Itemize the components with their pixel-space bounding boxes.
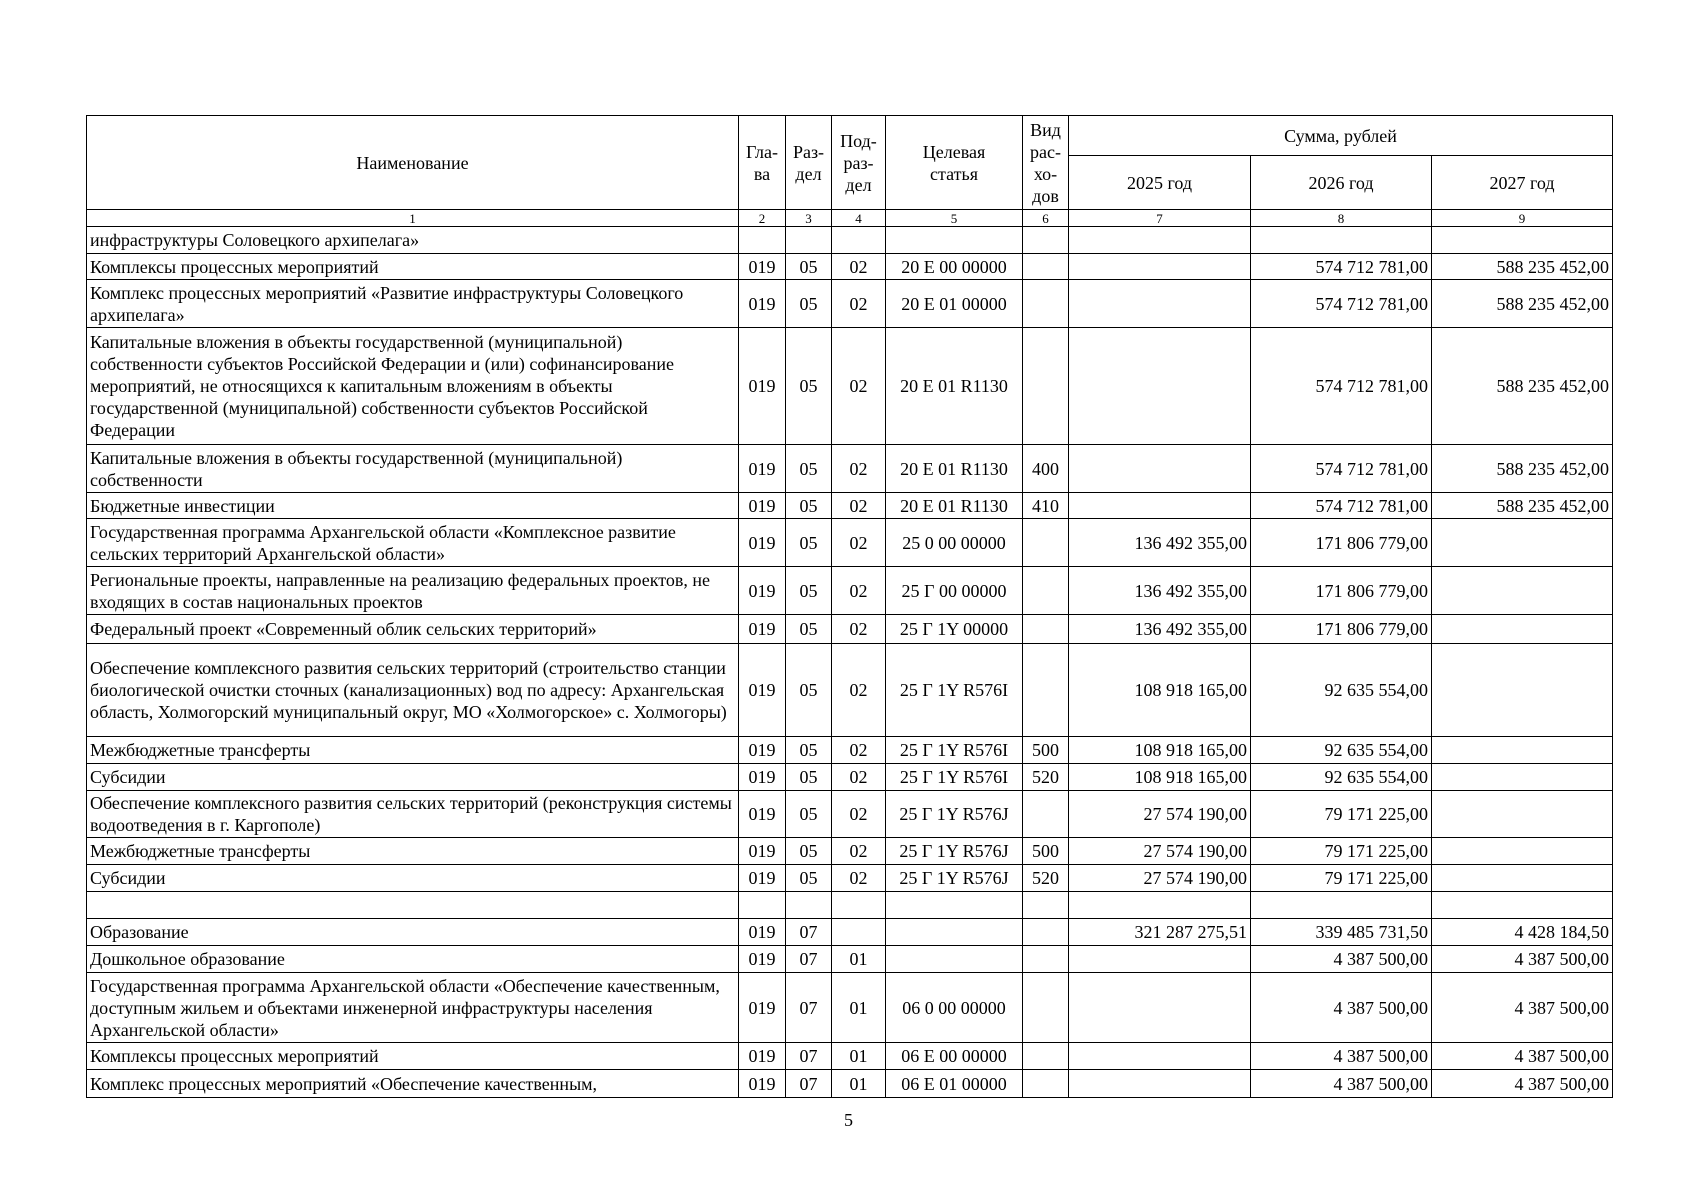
table-row xyxy=(87,445,1613,493)
row-name: Комплекс процессных мероприятий «Развитие инфраструктуры Соловецкого архипелага» xyxy=(87,280,739,328)
row-podrazdel: 01 xyxy=(832,1043,886,1070)
row-sum-2027: 588 235 452,00 xyxy=(1432,280,1613,328)
row-razdel: 05 xyxy=(786,493,832,519)
table-row xyxy=(87,227,1613,254)
row-celevaya: 25 Г 1Y 00000 xyxy=(886,615,1023,644)
table-row xyxy=(87,280,1613,328)
row-name: Субсидии xyxy=(87,865,739,892)
row-celevaya: 25 0 00 00000 xyxy=(886,519,1023,567)
row-podrazdel: 02 xyxy=(832,519,886,567)
header-column-numbers xyxy=(87,210,1613,227)
row-vid xyxy=(1023,615,1069,644)
row-glava xyxy=(739,892,786,919)
row-glava: 019 xyxy=(739,254,786,280)
row-glava xyxy=(739,227,786,254)
row-name: Комплексы процессных мероприятий xyxy=(87,1043,739,1070)
row-razdel: 05 xyxy=(786,791,832,838)
col-num-2: 2 xyxy=(739,210,786,227)
col-num-4: 4 xyxy=(832,210,886,227)
row-sum-2027 xyxy=(1432,519,1613,567)
row-celevaya: 25 Г 00 00000 xyxy=(886,567,1023,615)
row-sum-2026: 171 806 779,00 xyxy=(1251,615,1432,644)
row-glava: 019 xyxy=(739,946,786,973)
row-sum-2026: 92 635 554,00 xyxy=(1251,764,1432,791)
header-razdel: Раз- дел xyxy=(786,116,832,210)
row-sum-2025: 108 918 165,00 xyxy=(1069,644,1251,737)
row-vid xyxy=(1023,644,1069,737)
row-vid xyxy=(1023,892,1069,919)
row-sum-2027 xyxy=(1432,865,1613,892)
table-row xyxy=(87,254,1613,280)
row-podrazdel: 02 xyxy=(832,567,886,615)
row-sum-2026: 171 806 779,00 xyxy=(1251,519,1432,567)
budget-table xyxy=(86,115,1613,1098)
row-vid xyxy=(1023,1070,1069,1098)
row-name: Межбюджетные трансферты xyxy=(87,737,739,764)
row-sum-2027 xyxy=(1432,764,1613,791)
row-sum-2025 xyxy=(1069,328,1251,445)
row-sum-2025 xyxy=(1069,280,1251,328)
header-podrazdel: Под- раз- дел xyxy=(832,116,886,210)
row-sum-2025 xyxy=(1069,254,1251,280)
table-row xyxy=(87,764,1613,791)
row-sum-2026: 79 171 225,00 xyxy=(1251,791,1432,838)
row-vid xyxy=(1023,280,1069,328)
row-celevaya: 06 0 00 00000 xyxy=(886,973,1023,1043)
row-sum-2025 xyxy=(1069,227,1251,254)
row-sum-2025 xyxy=(1069,892,1251,919)
row-sum-2026: 79 171 225,00 xyxy=(1251,838,1432,865)
row-name: Бюджетные инвестиции xyxy=(87,493,739,519)
row-razdel: 07 xyxy=(786,1043,832,1070)
row-razdel: 07 xyxy=(786,946,832,973)
row-name: Дошкольное образование xyxy=(87,946,739,973)
table-row xyxy=(87,838,1613,865)
row-podrazdel: 01 xyxy=(832,1070,886,1098)
row-sum-2026: 92 635 554,00 xyxy=(1251,737,1432,764)
row-name: Комплексы процессных мероприятий xyxy=(87,254,739,280)
row-glava: 019 xyxy=(739,919,786,946)
row-sum-2027 xyxy=(1432,227,1613,254)
row-podrazdel: 02 xyxy=(832,328,886,445)
col-num-5: 5 xyxy=(886,210,1023,227)
row-vid xyxy=(1023,973,1069,1043)
row-vid: 410 xyxy=(1023,493,1069,519)
header-vid-rashodov: Вид рас- хо- дов xyxy=(1023,116,1069,210)
row-glava: 019 xyxy=(739,644,786,737)
header-year-2027: 2027 год xyxy=(1432,156,1613,210)
col-num-3: 3 xyxy=(786,210,832,227)
row-name: Капитальные вложения в объекты государственной (муниципальной) собственности xyxy=(87,445,739,493)
row-razdel: 07 xyxy=(786,973,832,1043)
row-razdel: 05 xyxy=(786,764,832,791)
row-sum-2026: 4 387 500,00 xyxy=(1251,1043,1432,1070)
row-name: Комплекс процессных мероприятий «Обеспечение качественным, xyxy=(87,1070,739,1098)
row-podrazdel xyxy=(832,227,886,254)
row-celevaya: 20 Е 01 R1130 xyxy=(886,445,1023,493)
row-sum-2027: 588 235 452,00 xyxy=(1432,445,1613,493)
row-name xyxy=(87,892,739,919)
row-celevaya: 06 Е 01 00000 xyxy=(886,1070,1023,1098)
row-sum-2025 xyxy=(1069,1043,1251,1070)
row-celevaya: 06 Е 00 00000 xyxy=(886,1043,1023,1070)
row-glava: 019 xyxy=(739,973,786,1043)
row-vid: 500 xyxy=(1023,838,1069,865)
row-sum-2027: 4 387 500,00 xyxy=(1432,946,1613,973)
row-celevaya: 25 Г 1Y R576J xyxy=(886,865,1023,892)
row-glava: 019 xyxy=(739,615,786,644)
row-sum-2025 xyxy=(1069,445,1251,493)
col-num-6: 6 xyxy=(1023,210,1069,227)
page-number: 5 xyxy=(844,1110,853,1130)
row-sum-2026: 171 806 779,00 xyxy=(1251,567,1432,615)
row-celevaya: 20 Е 01 R1130 xyxy=(886,493,1023,519)
row-podrazdel: 02 xyxy=(832,615,886,644)
row-razdel: 05 xyxy=(786,254,832,280)
row-sum-2027 xyxy=(1432,644,1613,737)
row-sum-2027 xyxy=(1432,737,1613,764)
row-sum-2025: 27 574 190,00 xyxy=(1069,865,1251,892)
row-podrazdel: 02 xyxy=(832,737,886,764)
row-razdel xyxy=(786,892,832,919)
row-sum-2026: 4 387 500,00 xyxy=(1251,946,1432,973)
row-name: инфраструктуры Соловецкого архипелага» xyxy=(87,227,739,254)
row-celevaya xyxy=(886,892,1023,919)
row-vid: 400 xyxy=(1023,445,1069,493)
row-razdel: 05 xyxy=(786,567,832,615)
row-sum-2025: 136 492 355,00 xyxy=(1069,615,1251,644)
row-podrazdel xyxy=(832,892,886,919)
row-glava: 019 xyxy=(739,445,786,493)
row-sum-2027 xyxy=(1432,567,1613,615)
row-podrazdel: 02 xyxy=(832,280,886,328)
row-sum-2027: 4 387 500,00 xyxy=(1432,1043,1613,1070)
row-celevaya: 25 Г 1Y R576J xyxy=(886,791,1023,838)
row-name: Обеспечение комплексного развития сельских территорий (реконструкция системы водоотведения в г. Каргополе) xyxy=(87,791,739,838)
row-vid xyxy=(1023,919,1069,946)
row-vid xyxy=(1023,1043,1069,1070)
row-razdel: 05 xyxy=(786,615,832,644)
row-vid xyxy=(1023,946,1069,973)
row-glava: 019 xyxy=(739,1043,786,1070)
row-celevaya xyxy=(886,919,1023,946)
col-num-8: 8 xyxy=(1251,210,1432,227)
row-glava: 019 xyxy=(739,791,786,838)
row-sum-2026: 4 387 500,00 xyxy=(1251,973,1432,1043)
row-name: Обеспечение комплексного развития сельских территорий (строительство станции биологической очистки сточных (канализационных) вод по адресу: Архангельская область, Холмогорский муниципальный округ, МО «Холмогорское» с. Холмогоры) xyxy=(87,644,739,737)
row-glava: 019 xyxy=(739,519,786,567)
row-vid: 520 xyxy=(1023,865,1069,892)
row-podrazdel: 02 xyxy=(832,445,886,493)
row-sum-2025: 27 574 190,00 xyxy=(1069,838,1251,865)
row-celevaya: 25 Г 1Y R576I xyxy=(886,737,1023,764)
row-name: Межбюджетные трансферты xyxy=(87,838,739,865)
row-vid xyxy=(1023,567,1069,615)
table-row xyxy=(87,644,1613,737)
row-razdel: 07 xyxy=(786,919,832,946)
row-sum-2025: 27 574 190,00 xyxy=(1069,791,1251,838)
row-sum-2027: 588 235 452,00 xyxy=(1432,328,1613,445)
row-razdel: 05 xyxy=(786,838,832,865)
row-razdel: 05 xyxy=(786,737,832,764)
row-glava: 019 xyxy=(739,328,786,445)
row-sum-2025 xyxy=(1069,493,1251,519)
row-podrazdel: 02 xyxy=(832,838,886,865)
row-celevaya: 25 Г 1Y R576I xyxy=(886,644,1023,737)
row-podrazdel: 02 xyxy=(832,644,886,737)
row-sum-2027 xyxy=(1432,838,1613,865)
row-celevaya: 25 Г 1Y R576I xyxy=(886,764,1023,791)
row-podrazdel: 02 xyxy=(832,254,886,280)
row-vid xyxy=(1023,254,1069,280)
row-razdel: 05 xyxy=(786,644,832,737)
row-podrazdel: 02 xyxy=(832,764,886,791)
row-vid: 520 xyxy=(1023,764,1069,791)
row-name: Федеральный проект «Современный облик сельских территорий» xyxy=(87,615,739,644)
row-sum-2027 xyxy=(1432,791,1613,838)
row-razdel: 05 xyxy=(786,280,832,328)
row-razdel: 05 xyxy=(786,328,832,445)
row-celevaya: 20 Е 01 00000 xyxy=(886,280,1023,328)
row-celevaya: 25 Г 1Y R576J xyxy=(886,838,1023,865)
table-row xyxy=(87,1070,1613,1098)
row-sum-2026 xyxy=(1251,227,1432,254)
col-num-9: 9 xyxy=(1432,210,1613,227)
table-row xyxy=(87,567,1613,615)
row-sum-2026: 339 485 731,50 xyxy=(1251,919,1432,946)
row-sum-2026 xyxy=(1251,892,1432,919)
row-sum-2026: 4 387 500,00 xyxy=(1251,1070,1432,1098)
row-razdel: 05 xyxy=(786,519,832,567)
row-podrazdel: 01 xyxy=(832,946,886,973)
row-razdel: 05 xyxy=(786,865,832,892)
row-sum-2027 xyxy=(1432,615,1613,644)
row-sum-2025: 136 492 355,00 xyxy=(1069,567,1251,615)
row-podrazdel xyxy=(832,919,886,946)
row-sum-2027: 588 235 452,00 xyxy=(1432,254,1613,280)
header-name: Наименование xyxy=(87,116,739,210)
budget-table-container xyxy=(86,115,1612,1098)
row-sum-2026: 574 712 781,00 xyxy=(1251,280,1432,328)
table-row xyxy=(87,791,1613,838)
table-row xyxy=(87,973,1613,1043)
table-row xyxy=(87,519,1613,567)
header-glava: Гла- ва xyxy=(739,116,786,210)
row-sum-2025: 136 492 355,00 xyxy=(1069,519,1251,567)
col-num-1: 1 xyxy=(87,210,739,227)
row-sum-2027: 4 387 500,00 xyxy=(1432,973,1613,1043)
row-name: Региональные проекты, направленные на реализацию федеральных проектов, не входящих в состав национальных проектов xyxy=(87,567,739,615)
row-sum-2027: 588 235 452,00 xyxy=(1432,493,1613,519)
row-razdel: 07 xyxy=(786,1070,832,1098)
row-sum-2026: 92 635 554,00 xyxy=(1251,644,1432,737)
col-num-7: 7 xyxy=(1069,210,1251,227)
table-row xyxy=(87,737,1613,764)
row-sum-2026: 79 171 225,00 xyxy=(1251,865,1432,892)
row-podrazdel: 02 xyxy=(832,493,886,519)
table-row xyxy=(87,615,1613,644)
row-razdel: 05 xyxy=(786,445,832,493)
row-vid xyxy=(1023,227,1069,254)
row-name: Образование xyxy=(87,919,739,946)
row-vid xyxy=(1023,519,1069,567)
table-row xyxy=(87,1043,1613,1070)
header-year-2025: 2025 год xyxy=(1069,156,1251,210)
row-name: Субсидии xyxy=(87,764,739,791)
row-sum-2026: 574 712 781,00 xyxy=(1251,328,1432,445)
row-sum-2026: 574 712 781,00 xyxy=(1251,254,1432,280)
header-year-2026: 2026 год xyxy=(1251,156,1432,210)
row-sum-2025 xyxy=(1069,946,1251,973)
row-glava: 019 xyxy=(739,567,786,615)
header-summa: Сумма, рублей xyxy=(1069,116,1613,156)
row-podrazdel: 02 xyxy=(832,865,886,892)
table-row xyxy=(87,946,1613,973)
row-glava: 019 xyxy=(739,737,786,764)
row-sum-2026: 574 712 781,00 xyxy=(1251,493,1432,519)
row-sum-2025 xyxy=(1069,1070,1251,1098)
row-glava: 019 xyxy=(739,280,786,328)
row-glava: 019 xyxy=(739,838,786,865)
row-celevaya: 20 Е 00 00000 xyxy=(886,254,1023,280)
row-name: Государственная программа Архангельской области «Обеспечение качественным, доступным жильем и объектами инженерной инфраструктуры населения Архангельской области» xyxy=(87,973,739,1043)
header-celevaya-statya: Целевая статья xyxy=(886,116,1023,210)
row-name: Государственная программа Архангельской области «Комплексное развитие сельских территорий Архангельской области» xyxy=(87,519,739,567)
row-celevaya: 20 Е 01 R1130 xyxy=(886,328,1023,445)
row-vid: 500 xyxy=(1023,737,1069,764)
row-glava: 019 xyxy=(739,865,786,892)
row-sum-2026: 574 712 781,00 xyxy=(1251,445,1432,493)
row-vid xyxy=(1023,791,1069,838)
table-row xyxy=(87,328,1613,445)
table-row xyxy=(87,919,1613,946)
row-sum-2027: 4 387 500,00 xyxy=(1432,1070,1613,1098)
row-razdel xyxy=(786,227,832,254)
row-name: Капитальные вложения в объекты государственной (муниципальной) собственности субъектов Российской Федерации и (или) софинансирование мероприятий, не относящихся к капитальным вложениям в объекты государственной (муниципальной) собственности субъектов Российской Федерации xyxy=(87,328,739,445)
row-glava: 019 xyxy=(739,493,786,519)
row-glava: 019 xyxy=(739,764,786,791)
row-sum-2025: 108 918 165,00 xyxy=(1069,737,1251,764)
row-podrazdel: 01 xyxy=(832,973,886,1043)
row-sum-2025 xyxy=(1069,973,1251,1043)
table-row xyxy=(87,493,1613,519)
table-row xyxy=(87,865,1613,892)
row-vid xyxy=(1023,328,1069,445)
row-sum-2027 xyxy=(1432,892,1613,919)
row-sum-2025: 321 287 275,51 xyxy=(1069,919,1251,946)
row-sum-2025: 108 918 165,00 xyxy=(1069,764,1251,791)
row-sum-2027: 4 428 184,50 xyxy=(1432,919,1613,946)
row-glava: 019 xyxy=(739,1070,786,1098)
table-row xyxy=(87,892,1613,919)
row-celevaya xyxy=(886,946,1023,973)
row-celevaya xyxy=(886,227,1023,254)
row-podrazdel: 02 xyxy=(832,791,886,838)
